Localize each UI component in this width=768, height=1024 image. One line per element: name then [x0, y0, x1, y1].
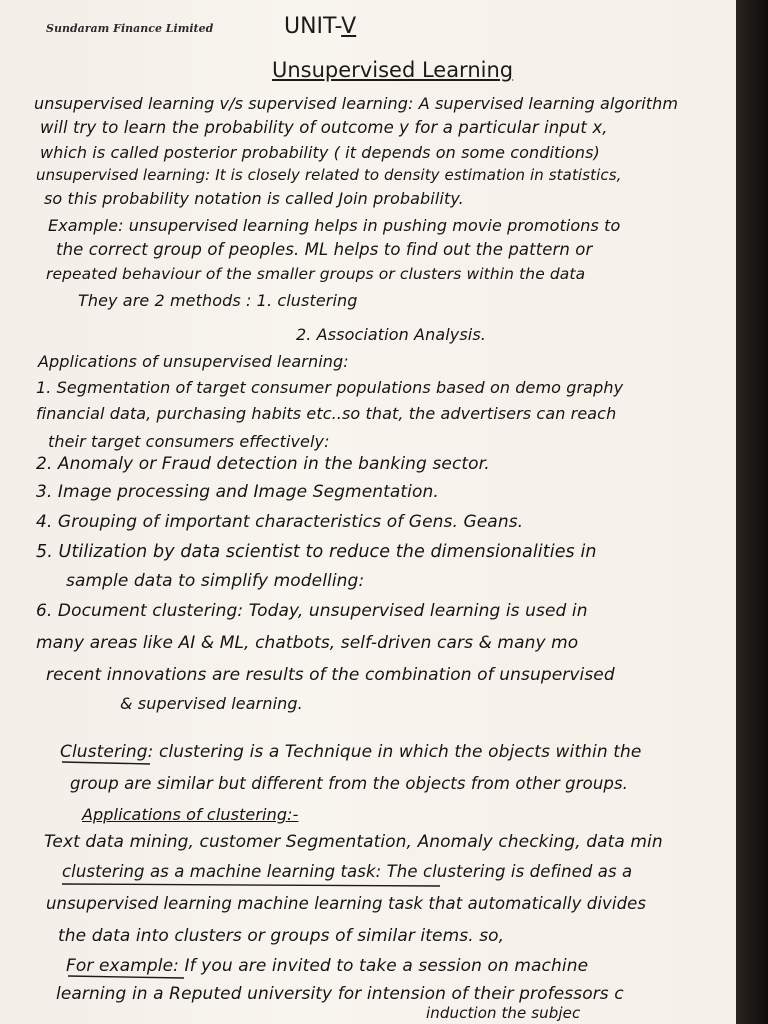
text-line-31: For example: If you are invited to take a session on machine: [66, 956, 589, 976]
text-line-6: Example: unsupervised learning helps in pushing movie promotions to: [48, 216, 621, 235]
text-line-17: 4. Grouping of important characteristics of Gens. Geans.: [36, 512, 524, 532]
text-line-24: Clustering: clustering is a Technique in which the objects within the: [60, 742, 642, 762]
text-line-12: 1. Segmentation of target consumer populations based on demo graphy: [36, 378, 624, 397]
text-line-30: the data into clusters or groups of similar items. so,: [58, 926, 505, 946]
text-line-26: Applications of clustering:-: [82, 805, 299, 824]
text-line-14: their target consumers effectively:: [48, 432, 330, 451]
text-line-13: financial data, purchasing habits etc..so that, the advertisers can reach: [36, 404, 617, 423]
text-line-22: recent innovations are results of the combination of unsupervised: [46, 665, 615, 685]
underline-cluster-task: [62, 884, 440, 886]
text-line-19: sample data to simplify modelling:: [66, 571, 365, 591]
text-line-15: 2. Anomaly or Fraud detection in the banking sector.: [36, 454, 490, 474]
text-line-27: Text data mining, customer Segmentation, Anomaly checking, data min: [44, 832, 663, 852]
text-line-25: group are similar but different from the objects from other groups.: [70, 774, 629, 793]
page-edge-shadow: [736, 0, 768, 1024]
company-stamp: Sundaram Finance Limited: [46, 22, 214, 35]
ink-bleed: [560, 18, 564, 34]
unit-number: V: [341, 14, 357, 39]
text-line-18: 5. Utilization by data scientist to reduce the dimensionalities in: [36, 542, 597, 562]
underline-clustering: [62, 762, 150, 764]
text-line-33: induction the subjec: [426, 1004, 581, 1022]
underline-example: [68, 976, 184, 978]
text-line-2: will try to learn the probability of outcome y for a particular input x,: [40, 118, 608, 137]
text-line-16: 3. Image processing and Image Segmentation.: [36, 482, 439, 502]
text-line-20: 6. Document clustering: Today, unsupervised learning is used in: [36, 601, 588, 621]
text-line-1: unsupervised learning v/s supervised learning: A supervised learning algorithm: [34, 94, 679, 113]
text-line-7: the correct group of peoples. ML helps to find out the pattern or: [56, 240, 593, 259]
text-line-4: unsupervised learning: It is closely related to density estimation in statistics,: [36, 166, 622, 184]
text-line-21: many areas like AI & ML, chatbots, self-driven cars & many mo: [36, 633, 579, 653]
text-line-11: Applications of unsupervised learning:: [38, 352, 349, 371]
unit-title: [284, 14, 356, 39]
unit-prefix: UNIT-: [284, 14, 342, 39]
text-line-3: which is called posterior probability ( it depends on some conditions): [40, 143, 600, 162]
page-heading: Unsupervised Learning: [272, 58, 514, 82]
text-line-28: clustering as a machine learning task: The clustering is defined as a: [62, 862, 633, 881]
text-line-23: & supervised learning.: [120, 694, 303, 713]
text-line-8: repeated behaviour of the smaller groups or clusters within the data: [46, 265, 586, 283]
text-line-10: 2. Association Analysis.: [296, 325, 486, 344]
text-line-9: They are 2 methods : 1. clustering: [78, 291, 358, 310]
text-line-32: learning in a Reputed university for intension of their professors c: [56, 984, 624, 1004]
text-line-29: unsupervised learning machine learning task that automatically divides: [46, 894, 647, 913]
text-line-5: so this probability notation is called Join probability.: [44, 189, 464, 208]
